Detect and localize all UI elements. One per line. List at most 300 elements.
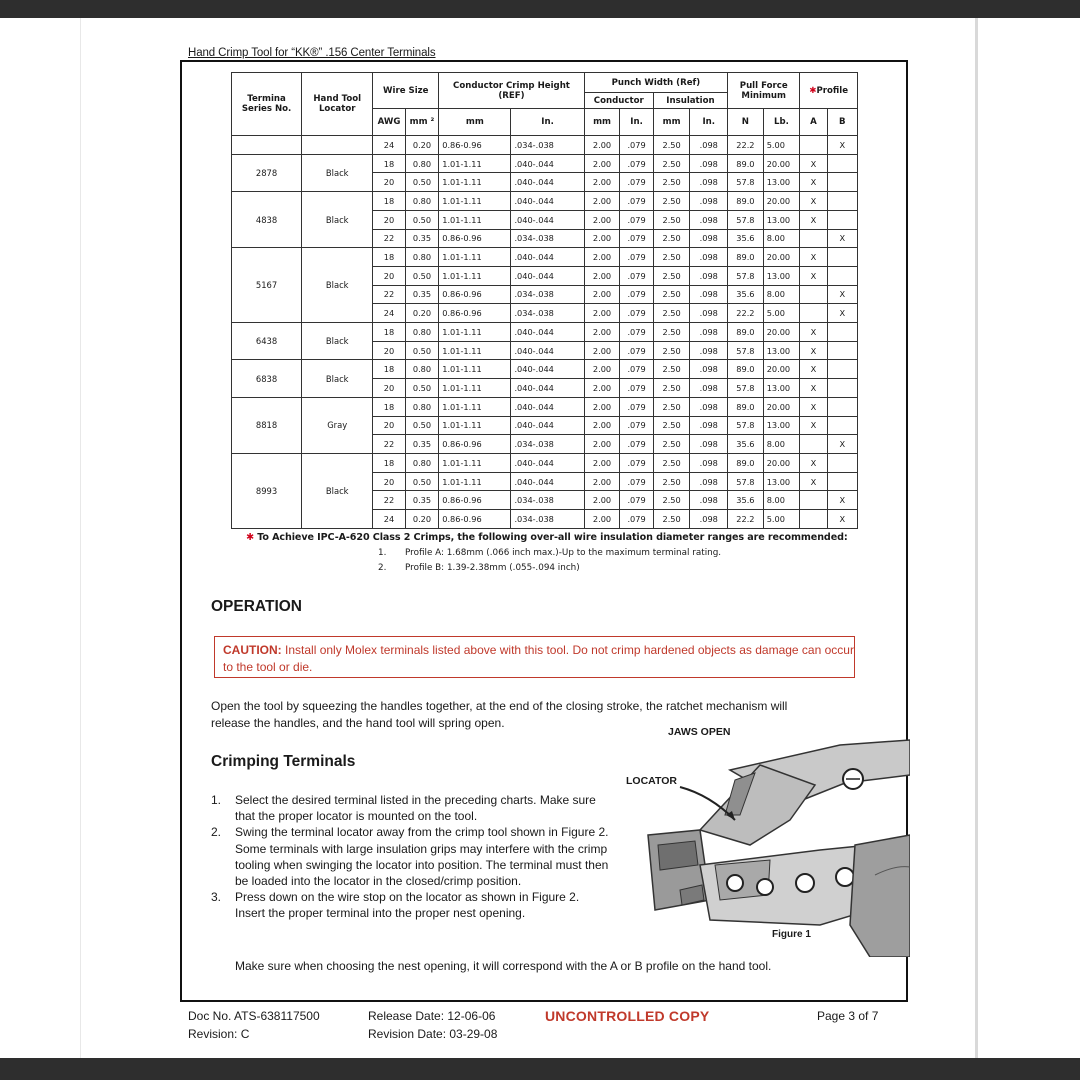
table-cell: 24 [373,304,405,323]
series-cell: 2878 [232,154,302,191]
table-cell: 57.8 [728,472,764,491]
table-cell: 89.0 [728,397,764,416]
table-row [232,397,858,416]
table-cell: .079 [620,453,653,472]
table-cell: 2.50 [653,154,690,173]
crimping-steps [211,792,611,922]
table-cell: 0.80 [405,397,439,416]
table-cell: 0.80 [405,192,439,211]
series-cell: 8993 [232,453,302,528]
table-cell: .098 [690,248,728,267]
table-cell: X [827,304,857,323]
table-cell [827,323,857,342]
jaws-open-label: JAWS OPEN [668,726,731,738]
table-cell: 2.00 [584,416,620,435]
locator-cell: Black [302,154,373,191]
table-cell: .079 [620,416,653,435]
table-cell: 2.50 [653,491,690,510]
table-cell: 0.86-0.96 [439,491,511,510]
table-cell: 2.00 [584,472,620,491]
table-cell: 2.00 [584,154,620,173]
table-cell [827,416,857,435]
header-ins-mm: mm [653,109,690,136]
table-cell: .098 [690,435,728,454]
table-cell: .079 [620,136,653,155]
uncontrolled-copy-stamp: UNCONTROLLED COPY [545,1008,710,1024]
header-ins-in: In. [690,109,728,136]
table-cell: 2.50 [653,304,690,323]
locator-cell: Gray [302,397,373,453]
table-cell: X [800,453,827,472]
table-cell: .098 [690,472,728,491]
series-cell: 4838 [232,192,302,248]
table-cell: 1.01-1.11 [439,472,511,491]
viewer-bottom-bar [0,1058,1080,1080]
table-cell: 22.2 [728,304,764,323]
table-cell: .098 [690,229,728,248]
table-cell: 0.20 [405,510,439,529]
table-cell [800,304,827,323]
table-cell [827,248,857,267]
table-cell: .079 [620,360,653,379]
table-cell: 0.50 [405,379,439,398]
figure-caption: Figure 1 [772,929,811,940]
table-cell: 22 [373,435,405,454]
table-cell: 0.50 [405,173,439,192]
table-row [232,154,858,173]
table-cell: 0.80 [405,154,439,173]
table-row [232,323,858,342]
table-row [232,360,858,379]
crimping-heading: Crimping Terminals [211,753,356,770]
table-cell: .040-.044 [511,397,584,416]
asterisk-icon: ✱ [246,532,254,543]
table-cell [800,229,827,248]
table-cell: .079 [620,266,653,285]
table-cell: .040-.044 [511,379,584,398]
table-cell: .034-.038 [511,510,584,529]
table-cell: 0.80 [405,453,439,472]
header-locator: Hand Tool Locator [302,73,373,136]
locator-cell: Black [302,248,373,323]
table-cell: 18 [373,154,405,173]
table-cell: X [827,229,857,248]
table-cell [827,192,857,211]
table-cell: X [827,491,857,510]
table-cell: .079 [620,304,653,323]
operation-paragraph-2: release the handles, and the hand tool will spring open. [211,716,505,730]
table-cell: 2.50 [653,136,690,155]
table-cell: 1.01-1.11 [439,397,511,416]
table-cell: .098 [690,154,728,173]
table-row [232,136,858,155]
viewer-top-bar [0,0,1080,18]
table-cell: 20.00 [763,453,800,472]
table-cell [827,154,857,173]
table-cell: X [800,379,827,398]
table-cell: .079 [620,323,653,342]
table-cell: 18 [373,397,405,416]
page-edge-right [975,18,978,1058]
table-cell: .079 [620,154,653,173]
table-cell: 20.00 [763,154,800,173]
table-cell: 2.50 [653,323,690,342]
table-cell [827,397,857,416]
table-cell: 18 [373,323,405,342]
table-cell: 13.00 [763,173,800,192]
table-cell: .034-.038 [511,229,584,248]
asterisk-icon: ✱ [809,85,817,96]
table-cell: 2.00 [584,453,620,472]
series-cell: 8818 [232,397,302,453]
table-cell: 0.20 [405,304,439,323]
table-cell: 1.01-1.11 [439,323,511,342]
table-cell: 22 [373,285,405,304]
table-cell: 2.50 [653,397,690,416]
table-cell: 2.00 [584,397,620,416]
table-cell: .079 [620,491,653,510]
table-cell: X [800,360,827,379]
table-cell: X [800,266,827,285]
table-cell: .040-.044 [511,416,584,435]
table-cell: .079 [620,248,653,267]
page-number: Page 3 of 7 [817,1009,879,1023]
table-cell: 1.01-1.11 [439,266,511,285]
table-cell: 2.00 [584,229,620,248]
table-cell: 2.00 [584,248,620,267]
header-b: B [827,109,857,136]
table-cell [800,510,827,529]
table-cell: .079 [620,229,653,248]
table-cell: 20 [373,266,405,285]
table-cell: .079 [620,192,653,211]
table-cell: 20.00 [763,248,800,267]
table-cell: 2.50 [653,435,690,454]
table-cell: 2.50 [653,416,690,435]
table-cell: 1.01-1.11 [439,379,511,398]
table-cell: .098 [690,304,728,323]
table-cell: 0.86-0.96 [439,285,511,304]
table-cell: X [800,192,827,211]
table-cell: 20.00 [763,323,800,342]
table-cell: .040-.044 [511,453,584,472]
table-cell: 20.00 [763,397,800,416]
series-cell: 6438 [232,323,302,360]
table-cell: 0.80 [405,323,439,342]
table-cell: 20.00 [763,192,800,211]
header-conductor: Conductor [584,93,653,109]
table-cell: 0.35 [405,229,439,248]
table-cell: 5.00 [763,136,800,155]
header-insulation: Insulation [653,93,727,109]
operation-paragraph-1: Open the tool by squeezing the handles together, at the end of the closing stroke, the ratchet mechanism will [211,699,788,713]
table-cell: .079 [620,210,653,229]
table-row [232,248,858,267]
table-cell [827,379,857,398]
table-cell: 89.0 [728,323,764,342]
table-cell: 2.00 [584,379,620,398]
locator-cell: Black [302,360,373,397]
table-cell: 0.35 [405,285,439,304]
table-cell: X [800,341,827,360]
table-cell: 20 [373,210,405,229]
table-cell [827,173,857,192]
step-1: 1. Select the desired terminal listed in the preceding charts. Make sure that the proper locator is mounted on the tool. [211,793,596,824]
table-cell: 0.86-0.96 [439,304,511,323]
table-cell: X [800,173,827,192]
table-cell: 2.50 [653,210,690,229]
table-cell: 2.50 [653,173,690,192]
table-cell: 2.50 [653,248,690,267]
locator-cell: Black [302,323,373,360]
table-cell: 89.0 [728,248,764,267]
table-cell: 2.50 [653,453,690,472]
table-cell: .034-.038 [511,435,584,454]
table-cell: 1.01-1.11 [439,360,511,379]
ipc-note-text: To Achieve IPC-A-620 Class 2 Crimps, the following over-all wire insulation diameter ranges are recommended: [257,532,848,543]
table-cell: 1.01-1.11 [439,453,511,472]
table-cell: 2.00 [584,285,620,304]
table-cell: 2.00 [584,435,620,454]
table-cell [827,341,857,360]
table-cell: 18 [373,192,405,211]
table-cell: X [800,248,827,267]
table-cell: 89.0 [728,192,764,211]
table-cell: 13.00 [763,266,800,285]
table-cell: 2.50 [653,360,690,379]
table-cell: 1.01-1.11 [439,248,511,267]
table-cell: X [800,210,827,229]
table-cell [827,266,857,285]
table-cell: .098 [690,453,728,472]
table-cell: 20 [373,416,405,435]
table-cell: 1.01-1.11 [439,173,511,192]
table-cell: 0.50 [405,416,439,435]
table-cell: 2.50 [653,285,690,304]
locator-cell: Black [302,192,373,248]
table-cell: 22 [373,229,405,248]
table-cell: .098 [690,379,728,398]
caution-text: Install only Molex terminals listed above with this tool. Do not crimp hardened objects as damage can occur to the tool or die. [223,643,854,674]
header-pull-force: Pull Force Minimum [728,73,800,109]
table-cell: X [827,136,857,155]
document-title: Hand Crimp Tool for “KK®” .156 Center Terminals [188,47,436,59]
table-cell: .040-.044 [511,248,584,267]
table-cell: .034-.038 [511,285,584,304]
table-cell [827,453,857,472]
table-cell: 0.20 [405,136,439,155]
step-2: 2. Swing the terminal locator away from the crimp tool shown in Figure 2. Some terminals with large insulation grips may interfere with the crimp tooling when swinging the locator into position. The terminal must then be loaded into the locator in the closed/crimp position. [211,825,609,889]
header-terminal-series: Termina Series No. [232,73,302,136]
table-cell: .098 [690,510,728,529]
table-cell: 13.00 [763,210,800,229]
table-cell: 2.00 [584,323,620,342]
table-cell: .079 [620,435,653,454]
table-cell: 0.50 [405,266,439,285]
table-cell [800,285,827,304]
table-cell: 24 [373,510,405,529]
table-cell: 8.00 [763,229,800,248]
step-3-extra: Make sure when choosing the nest opening, it will correspond with the A or B profile on the hand tool. [235,959,772,973]
table-cell: 1.01-1.11 [439,416,511,435]
locator-label: LOCATOR [626,775,677,787]
table-cell: 8.00 [763,491,800,510]
table-cell: 20 [373,379,405,398]
table-row [232,453,858,472]
table-cell [827,472,857,491]
table-cell: 5.00 [763,510,800,529]
table-cell: 13.00 [763,341,800,360]
header-lb: Lb. [763,109,800,136]
table-cell: 89.0 [728,360,764,379]
ipc-note [246,532,848,543]
table-cell: .040-.044 [511,323,584,342]
table-cell: 22.2 [728,136,764,155]
locator-cell [302,136,373,155]
header-awg: AWG [373,109,405,136]
locator-cell: Black [302,453,373,528]
table-cell: 2.00 [584,491,620,510]
profile-a-note: 1. Profile A: 1.68mm (.066 inch max.)-Up to the maximum terminal rating. [378,548,722,558]
table-cell: 5.00 [763,304,800,323]
table-cell: 2.00 [584,360,620,379]
header-mm2: mm ² [405,109,439,136]
table-cell [800,491,827,510]
table-cell: 0.86-0.96 [439,229,511,248]
table-cell: 8.00 [763,435,800,454]
table-cell: 35.6 [728,435,764,454]
table-cell: 0.86-0.96 [439,136,511,155]
table-cell: 89.0 [728,453,764,472]
table-cell: 2.50 [653,510,690,529]
table-cell: 13.00 [763,379,800,398]
table-cell: 1.01-1.11 [439,154,511,173]
table-cell: .040-.044 [511,266,584,285]
table-cell: 18 [373,360,405,379]
table-cell: .098 [690,416,728,435]
table-cell: .079 [620,510,653,529]
table-cell: 0.35 [405,491,439,510]
table-cell: 57.8 [728,173,764,192]
table-cell: 2.00 [584,192,620,211]
header-cond-mm: mm [584,109,620,136]
table-cell: .079 [620,472,653,491]
operation-heading: OPERATION [211,598,302,615]
table-cell: 20 [373,173,405,192]
series-cell: 5167 [232,248,302,323]
table-cell: .079 [620,173,653,192]
table-cell: X [800,416,827,435]
series-cell: 6838 [232,360,302,397]
table-cell: .040-.044 [511,360,584,379]
table-cell: 57.8 [728,416,764,435]
table-cell: 0.50 [405,210,439,229]
table-cell: .098 [690,397,728,416]
table-cell: 35.6 [728,491,764,510]
table-cell: 22.2 [728,510,764,529]
table-cell: 35.6 [728,285,764,304]
header-cond-in: In. [620,109,653,136]
table-cell: 2.00 [584,341,620,360]
header-a: A [800,109,827,136]
table-cell: 0.86-0.96 [439,435,511,454]
table-cell: X [800,472,827,491]
header-crimp-height: Conductor Crimp Height (REF) [439,73,585,109]
table-cell: 13.00 [763,416,800,435]
table-cell: 22 [373,491,405,510]
table-cell: .034-.038 [511,304,584,323]
table-cell: X [827,285,857,304]
table-cell: 57.8 [728,341,764,360]
table-cell: .040-.044 [511,341,584,360]
table-cell: X [800,154,827,173]
caution-label: CAUTION: [223,643,282,657]
page-edge-left [80,18,81,1058]
table-cell: .040-.044 [511,173,584,192]
revision-date: Revision Date: 03-29-08 [368,1027,498,1041]
table-cell: X [800,397,827,416]
revision: Revision: C [188,1027,250,1041]
table-cell [827,210,857,229]
table-cell: 57.8 [728,266,764,285]
table-cell: 2.00 [584,173,620,192]
series-cell [232,136,302,155]
table-cell: 8.00 [763,285,800,304]
header-n: N [728,109,764,136]
table-cell: 2.00 [584,210,620,229]
table-cell: X [800,323,827,342]
header-in: In. [511,109,584,136]
table-cell: 0.35 [405,435,439,454]
table-cell: 24 [373,136,405,155]
table-cell: 0.80 [405,360,439,379]
table-cell: .079 [620,379,653,398]
table-cell [827,360,857,379]
table-cell: .098 [690,136,728,155]
table-cell: 2.50 [653,192,690,211]
table-cell: .098 [690,192,728,211]
table-cell: 1.01-1.11 [439,192,511,211]
table-cell: 2.00 [584,266,620,285]
step-3: 3. Press down on the wire stop on the locator as shown in Figure 2. Insert the proper terminal into the proper nest opening. [211,890,580,921]
caution-box [214,636,855,678]
table-cell: .040-.044 [511,472,584,491]
table-cell [800,435,827,454]
profile-b-note: 2. Profile B: 1.39-2.38mm (.055-.094 inch) [378,563,580,573]
table-cell: .098 [690,285,728,304]
table-cell: 1.01-1.11 [439,341,511,360]
doc-number: Doc No. ATS-638117500 [188,1009,320,1023]
table-cell: 2.50 [653,379,690,398]
table-cell: 0.50 [405,341,439,360]
table-cell: 0.80 [405,248,439,267]
table-cell: 2.50 [653,229,690,248]
table-cell: .040-.044 [511,210,584,229]
table-cell: 35.6 [728,229,764,248]
table-cell: 18 [373,248,405,267]
table-cell: 2.50 [653,341,690,360]
table-cell [800,136,827,155]
table-cell: .098 [690,491,728,510]
table-cell: .098 [690,323,728,342]
header-wire-size: Wire Size [373,73,439,109]
crimp-spec-table [231,72,858,529]
table-cell: .040-.044 [511,192,584,211]
table-cell: X [827,435,857,454]
table-cell: .079 [620,341,653,360]
table-cell: 2.00 [584,510,620,529]
table-cell: 57.8 [728,210,764,229]
